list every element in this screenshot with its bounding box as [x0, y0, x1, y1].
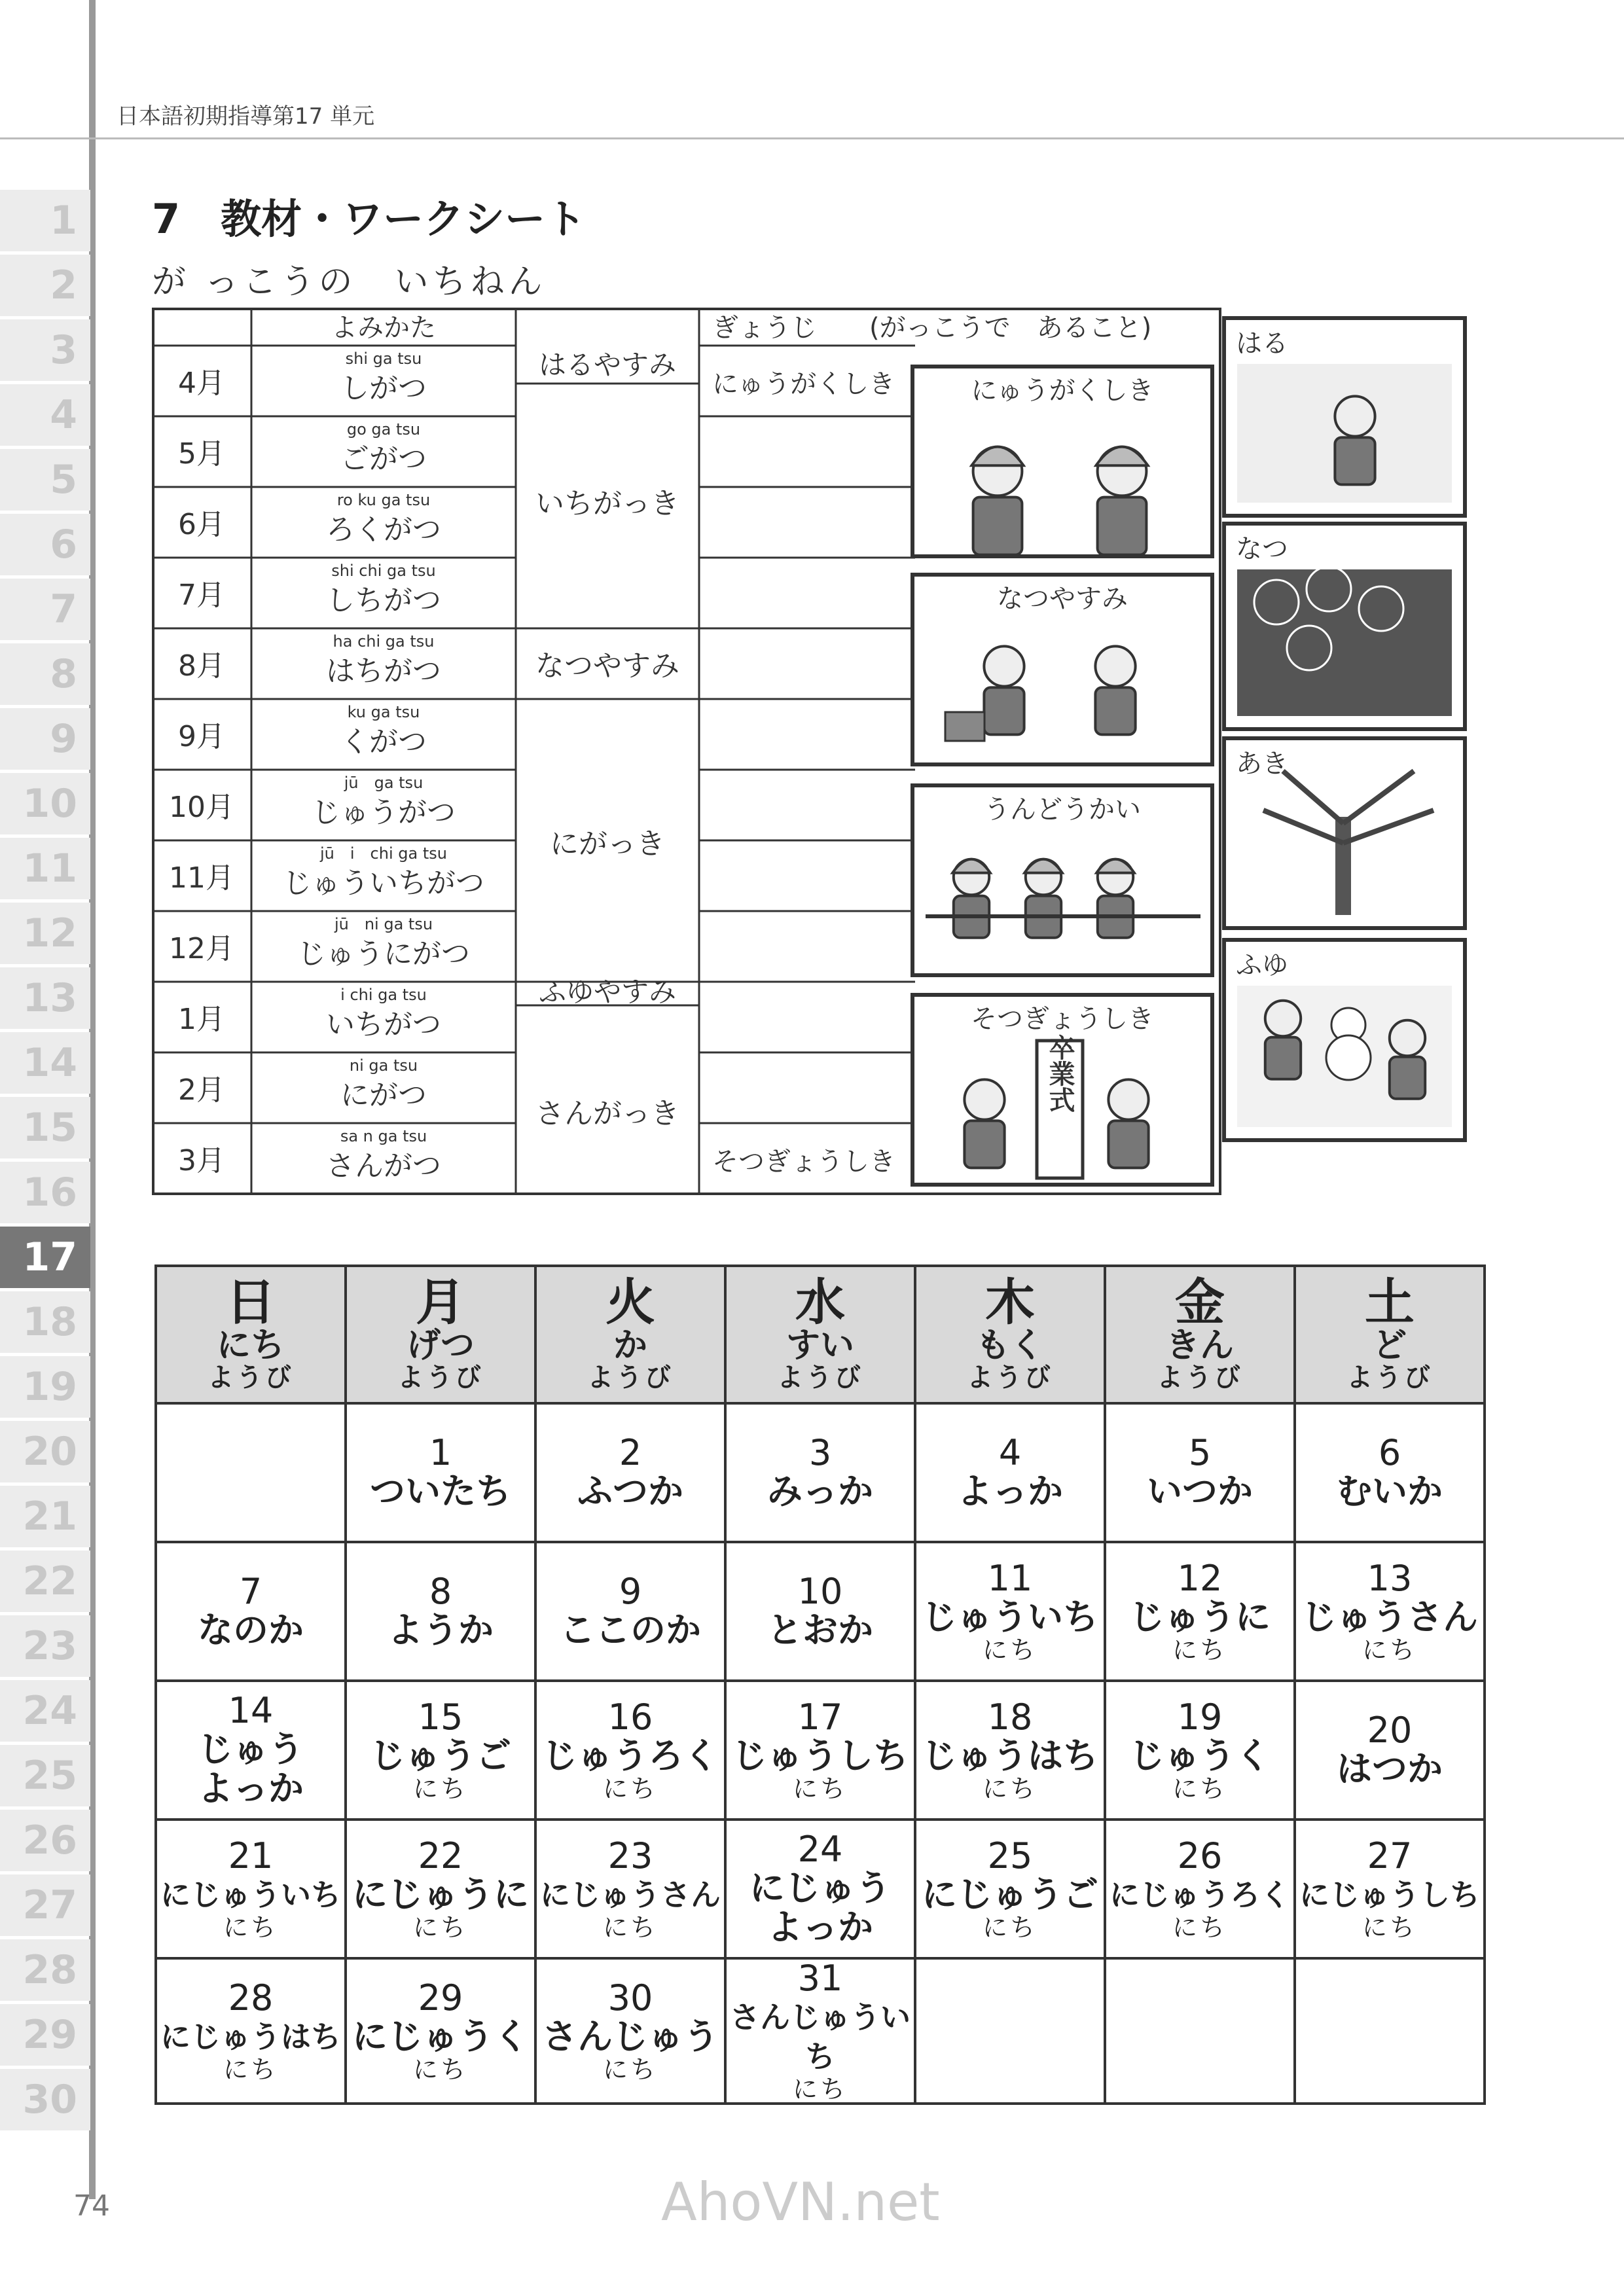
- day-reading: じゅうろく: [542, 1735, 719, 1776]
- month-reading: しちがつ: [326, 584, 441, 617]
- kid-w1-body: [1265, 1037, 1301, 1079]
- day-number: 4: [998, 1432, 1022, 1473]
- section-title: 7 教材・ワークシート: [152, 195, 586, 243]
- weekday-reading: もく: [975, 1326, 1044, 1365]
- day-reading: じゅういち: [922, 1596, 1098, 1638]
- day-number: 31: [797, 1958, 843, 1999]
- day-reading: じゅうく: [1129, 1735, 1271, 1776]
- calendar-day-25: [915, 1820, 1105, 1958]
- weekday-kanji: 水: [795, 1273, 845, 1331]
- month-romaji: sa n ga tsu: [340, 1127, 427, 1145]
- day-number: 29: [418, 1977, 463, 2018]
- kid-b-body: [1098, 497, 1147, 555]
- weekday-reading: げつ: [406, 1326, 475, 1365]
- picture-summer-caption: なつやすみ: [997, 584, 1128, 614]
- header-events: ぎょうじ (がっこうで あること): [712, 313, 1152, 343]
- day-suffix: にち: [412, 2055, 468, 2084]
- day-reading: ここのか: [560, 1609, 701, 1651]
- day-suffix: にち: [223, 2055, 278, 2084]
- month-reading: じゅういちがつ: [283, 867, 484, 900]
- day-suffix: にち: [792, 1774, 848, 1803]
- calendar-day-13: [1295, 1542, 1485, 1681]
- month-number: 3月: [178, 1144, 225, 1177]
- day-reading: ようか: [388, 1609, 494, 1651]
- calendar-week: [156, 1542, 1485, 1681]
- weekday-reading: すい: [785, 1326, 854, 1365]
- day-suffix: にち: [982, 1636, 1038, 1664]
- day-number: 22: [418, 1835, 463, 1876]
- month-reading: じゅうがつ: [312, 796, 456, 829]
- watermark: AhoVN.net: [661, 2172, 940, 2233]
- header-rule: [0, 137, 1624, 139]
- season-winter-label: ふゆ: [1236, 950, 1288, 980]
- school-year-table: [152, 308, 1468, 1211]
- day-number: 16: [607, 1696, 653, 1738]
- calendar-day-3: [725, 1403, 915, 1542]
- calendar-empty-cell: [156, 1403, 346, 1542]
- calendar-day-11: [915, 1542, 1105, 1681]
- month-reading: じゅうにがつ: [297, 937, 470, 971]
- day-number: 23: [607, 1835, 653, 1876]
- picture-entrance-caption: にゅうがくしき: [971, 376, 1154, 406]
- calendar-day-22: [346, 1820, 535, 1958]
- running-header: 日本語初期指導第17 単元: [117, 103, 375, 130]
- day-number: 24: [797, 1829, 843, 1870]
- unit-tab-11[interactable]: 11: [0, 838, 90, 899]
- season-summer-bg: [1237, 569, 1452, 716]
- month-romaji: shi chi ga tsu: [331, 562, 436, 580]
- unit-tab-6[interactable]: 6: [0, 514, 90, 575]
- day-reading: にじゅうさん: [540, 1877, 721, 1912]
- kid-h-head: [964, 1079, 1004, 1119]
- worksheet-subtitle: が っこうの いちねん: [152, 262, 547, 302]
- day-number: 5: [1188, 1432, 1212, 1473]
- calendar-day-24: [725, 1820, 915, 1958]
- calendar-week: [156, 1403, 1485, 1542]
- weekday-yobi: ようび: [208, 1363, 294, 1393]
- day-reading: にじゅうしち: [1299, 1877, 1480, 1912]
- calendar-table: [154, 1265, 1486, 2105]
- month-reading: しがつ: [340, 372, 427, 405]
- calendar-day-10: [725, 1542, 915, 1681]
- day-reading: じゅうご: [370, 1735, 511, 1776]
- unit-tab-16[interactable]: 16: [0, 1162, 90, 1223]
- day-number: 7: [239, 1571, 262, 1612]
- day-suffix: にち: [602, 2055, 658, 2084]
- day-reading: よっか: [957, 1471, 1063, 1512]
- calendar-day-26: [1105, 1820, 1295, 1958]
- day-reading: にじゅう: [749, 1867, 891, 1909]
- weekday-kanji: 金: [1175, 1273, 1225, 1331]
- month-romaji: i chi ga tsu: [340, 986, 427, 1004]
- header-reading: よみかた: [331, 313, 436, 343]
- day-number: 27: [1367, 1835, 1413, 1876]
- day-number: 21: [228, 1835, 274, 1876]
- day-suffix: にち: [1172, 1774, 1227, 1803]
- calendar-empty-cell: [1105, 1958, 1295, 2104]
- season-summer-label: なつ: [1236, 534, 1288, 564]
- day-number: 26: [1177, 1835, 1223, 1876]
- month-romaji: ku ga tsu: [347, 703, 420, 721]
- day-reading: むいか: [1337, 1471, 1443, 1512]
- term3-label: さんがっき: [535, 1097, 679, 1130]
- calendar-empty-cell: [915, 1958, 1105, 2104]
- calendar-day-5: [1105, 1403, 1295, 1542]
- month-number: 12月: [169, 932, 234, 965]
- unit-tab-2[interactable]: 2: [0, 255, 90, 316]
- calendar-day-28: [156, 1958, 346, 2104]
- day-number: 11: [987, 1558, 1033, 1599]
- day-reading: さんじゅう: [542, 2016, 719, 2057]
- term1-label: いちがっき: [535, 487, 679, 520]
- unit-tab-25[interactable]: 25: [0, 1745, 90, 1806]
- day-reading: にじゅうご: [922, 1874, 1098, 1915]
- calendar-day-15: [346, 1681, 535, 1820]
- unit-tab-5[interactable]: 5: [0, 449, 90, 511]
- calendar-day-14: [156, 1681, 346, 1820]
- day-reading: にじゅうに: [352, 1874, 529, 1915]
- kid-d-body: [1095, 687, 1135, 734]
- weekday-0: [156, 1266, 346, 1403]
- month-number: 10月: [169, 791, 234, 824]
- kid-spring-body: [1335, 437, 1375, 484]
- calendar-day-31: [725, 1958, 915, 2104]
- calendar-week: [156, 1681, 1485, 1820]
- calendar-day-2: [535, 1403, 725, 1542]
- day-reading: じゅうに: [1129, 1596, 1271, 1638]
- calendar-week: [156, 1958, 1485, 2104]
- day-reading: はつか: [1337, 1748, 1443, 1789]
- unit-tab-10[interactable]: 10: [0, 773, 90, 834]
- day-reading: にじゅうはち: [160, 2019, 341, 2054]
- weekday-yobi: ようび: [587, 1363, 674, 1393]
- kid-c-body: [984, 687, 1024, 734]
- day-reading: にじゅうく: [352, 2016, 529, 2057]
- day-number: 6: [1378, 1432, 1401, 1473]
- winter-break-label: ふゆやすみ: [538, 976, 677, 1008]
- summer-break-label: なつやすみ: [535, 649, 679, 683]
- day-suffix: にち: [412, 1774, 468, 1803]
- month-reading: にがつ: [340, 1079, 427, 1112]
- calendar-day-30: [535, 1958, 725, 2104]
- month-reading: ごがつ: [340, 442, 427, 476]
- day-reading: じゅうしち: [732, 1735, 909, 1776]
- weekday-6: [1295, 1266, 1485, 1403]
- month-number: 5月: [178, 437, 225, 471]
- day-number: 18: [987, 1696, 1033, 1738]
- page-number: 74: [73, 2189, 110, 2223]
- calendar-day-4: [915, 1403, 1105, 1542]
- day-number: 25: [987, 1835, 1033, 1876]
- month-number: 1月: [178, 1003, 225, 1036]
- month-number: 6月: [178, 508, 225, 541]
- month-reading: いちがつ: [326, 1008, 441, 1041]
- unit-tab-9[interactable]: 9: [0, 708, 90, 770]
- weekday-4: [915, 1266, 1105, 1403]
- day-suffix: にち: [223, 1913, 278, 1942]
- calendar-day-16: [535, 1681, 725, 1820]
- weekday-2: [535, 1266, 725, 1403]
- kid-h-body: [964, 1121, 1004, 1168]
- calendar-empty-cell: [1295, 1958, 1485, 2104]
- kid-w2-head: [1390, 1020, 1425, 1056]
- month-number: 2月: [178, 1073, 225, 1107]
- unit-tab-18[interactable]: 18: [0, 1291, 90, 1353]
- weekday-yobi: ようび: [777, 1363, 863, 1393]
- month-reading: さんがつ: [326, 1149, 441, 1183]
- kid-w1-head: [1265, 1001, 1301, 1036]
- calendar-day-12: [1105, 1542, 1295, 1681]
- calendar-day-6: [1295, 1403, 1485, 1542]
- weekday-yobi: ようび: [1157, 1363, 1243, 1393]
- day-suffix: にち: [1172, 1913, 1227, 1942]
- day-number: 13: [1367, 1558, 1413, 1599]
- day-suffix: にち: [1362, 1636, 1417, 1664]
- kid-d-head: [1095, 646, 1135, 686]
- event-entrance: にゅうがくしき: [712, 369, 895, 399]
- weekday-yobi: ようび: [967, 1363, 1053, 1393]
- kid-a-body: [973, 497, 1022, 555]
- picture-sports-caption: うんどうかい: [984, 795, 1141, 825]
- day-reading: なのか: [198, 1609, 304, 1651]
- day-number: 15: [418, 1696, 463, 1738]
- day-reading-2: よっか: [767, 1907, 873, 1948]
- unit-tab-7[interactable]: 7: [0, 579, 90, 640]
- unit-tab-28[interactable]: 28: [0, 1939, 90, 2001]
- weekday-kanji: 土: [1365, 1273, 1415, 1331]
- day-number: 10: [797, 1571, 843, 1612]
- day-reading: にじゅうろく: [1110, 1877, 1290, 1912]
- day-number: 9: [619, 1571, 642, 1612]
- month-romaji: jū i chi ga tsu: [320, 844, 447, 863]
- day-suffix: にち: [1172, 1636, 1227, 1664]
- unit-tab-19[interactable]: 19: [0, 1356, 90, 1418]
- radio-icon: [945, 712, 984, 741]
- weekday-yobi: ようび: [397, 1363, 484, 1393]
- graduation-sign-text: 卒業式: [1045, 1034, 1075, 1113]
- weekday-3: [725, 1266, 915, 1403]
- month-romaji: jū ga tsu: [344, 774, 424, 792]
- unit-tab-12[interactable]: 12: [0, 903, 90, 964]
- calendar-day-8: [346, 1542, 535, 1681]
- day-reading: にじゅういち: [160, 1877, 341, 1912]
- month-romaji: ro ku ga tsu: [336, 491, 431, 509]
- day-suffix: にち: [982, 1913, 1038, 1942]
- unit-tab-3[interactable]: 3: [0, 319, 90, 381]
- tree-trunk: [1335, 817, 1351, 915]
- term2-label: にがっき: [550, 827, 665, 861]
- calendar-day-17: [725, 1681, 915, 1820]
- unit-tab-21[interactable]: 21: [0, 1486, 90, 1547]
- unit-tab-14[interactable]: 14: [0, 1032, 90, 1094]
- calendar-day-9: [535, 1542, 725, 1681]
- unit-tabs: [0, 190, 90, 2134]
- day-suffix: にち: [1362, 1913, 1417, 1942]
- month-reading: はちがつ: [326, 655, 441, 688]
- day-reading-2: よっか: [198, 1768, 304, 1809]
- day-number: 30: [607, 1977, 653, 2018]
- day-reading: じゅうさん: [1301, 1596, 1478, 1638]
- weekday-kanji: 月: [416, 1273, 465, 1331]
- unit-tab-17[interactable]: 17: [0, 1227, 90, 1288]
- picture-graduation-caption: そつぎょうしき: [971, 1004, 1154, 1034]
- kid-c-head: [984, 646, 1024, 686]
- unit-tab-15[interactable]: 15: [0, 1097, 90, 1158]
- month-romaji: ni ga tsu: [349, 1056, 418, 1075]
- month-romaji: jū ni ga tsu: [334, 915, 433, 933]
- unit-tab-13[interactable]: 13: [0, 967, 90, 1029]
- month-number: 7月: [178, 579, 225, 612]
- day-reading: ついたち: [370, 1471, 511, 1512]
- calendar-day-29: [346, 1958, 535, 2104]
- day-suffix: にち: [792, 2075, 848, 2104]
- month-number: 11月: [169, 861, 234, 895]
- weekday-reading: きん: [1165, 1326, 1234, 1365]
- month-number: 8月: [178, 649, 225, 683]
- weekday-kanji: 日: [226, 1273, 276, 1331]
- season-spring-label: はる: [1236, 329, 1288, 359]
- day-number: 17: [797, 1696, 843, 1738]
- day-number: 2: [619, 1432, 642, 1473]
- calendar-day-20: [1295, 1681, 1485, 1820]
- calendar-day-18: [915, 1681, 1105, 1820]
- calendar-day-23: [535, 1820, 725, 1958]
- kid-i-head: [1108, 1079, 1148, 1119]
- month-romaji: go ga tsu: [346, 420, 421, 439]
- day-reading: みっか: [767, 1471, 873, 1512]
- month-number: 9月: [178, 720, 225, 753]
- unit-tab-26[interactable]: 26: [0, 1810, 90, 1871]
- day-number: 3: [808, 1432, 832, 1473]
- snowman-body: [1326, 1035, 1371, 1080]
- day-number: 19: [1177, 1696, 1223, 1738]
- unit-tab-23[interactable]: 23: [0, 1615, 90, 1677]
- day-number: 20: [1367, 1710, 1413, 1751]
- calendar-week: [156, 1820, 1485, 1958]
- month-romaji: ha chi ga tsu: [333, 632, 435, 651]
- day-suffix: にち: [412, 1913, 468, 1942]
- month-reading: ろくがつ: [326, 513, 441, 547]
- day-number: 8: [429, 1571, 452, 1612]
- unit-tab-8[interactable]: 8: [0, 643, 90, 705]
- kid-spring-head: [1335, 396, 1375, 436]
- weekday-reading: ど: [1372, 1326, 1407, 1365]
- weekday-kanji: 火: [605, 1273, 655, 1331]
- calendar-day-27: [1295, 1820, 1485, 1958]
- weekday-1: [346, 1266, 535, 1403]
- day-number: 28: [228, 1977, 274, 2018]
- spring-break-label: はるやすみ: [538, 349, 677, 381]
- day-reading: いつか: [1147, 1471, 1253, 1512]
- month-romaji: shi ga tsu: [345, 350, 422, 368]
- unit-tab-1[interactable]: 1: [0, 190, 90, 251]
- unit-tab-20[interactable]: 20: [0, 1421, 90, 1482]
- unit-tab-30[interactable]: 30: [0, 2069, 90, 2130]
- month-number: 4月: [178, 367, 225, 400]
- calendar-day-21: [156, 1820, 346, 1958]
- day-suffix: にち: [602, 1913, 658, 1942]
- calendar-day-7: [156, 1542, 346, 1681]
- unit-tab-27[interactable]: 27: [0, 1874, 90, 1936]
- kid-i-body: [1108, 1121, 1148, 1168]
- day-suffix: にち: [602, 1774, 658, 1803]
- day-suffix: にち: [982, 1774, 1038, 1803]
- day-number: 1: [429, 1432, 452, 1473]
- day-reading: じゅうはち: [922, 1735, 1098, 1776]
- day-reading: さんじゅういち: [730, 2000, 911, 2074]
- day-number: 14: [228, 1690, 274, 1731]
- unit-tab-24[interactable]: 24: [0, 1680, 90, 1742]
- season-autumn-label: あき: [1236, 749, 1288, 779]
- day-reading: じゅう: [198, 1729, 304, 1770]
- weekday-kanji: 木: [985, 1273, 1035, 1331]
- calendar-day-1: [346, 1403, 535, 1542]
- month-reading: くがつ: [340, 725, 427, 759]
- day-number: 12: [1177, 1558, 1223, 1599]
- weekday-5: [1105, 1266, 1295, 1403]
- calendar-day-19: [1105, 1681, 1295, 1820]
- day-reading: ふつか: [577, 1471, 683, 1512]
- day-reading: とおか: [767, 1609, 873, 1651]
- kid-w2-body: [1390, 1057, 1425, 1099]
- weekday-yobi: ようび: [1346, 1363, 1433, 1393]
- unit-tab-22[interactable]: 22: [0, 1551, 90, 1612]
- unit-tab-29[interactable]: 29: [0, 2004, 90, 2066]
- event-graduation: そつぎょうしき: [712, 1147, 895, 1177]
- unit-tab-4[interactable]: 4: [0, 384, 90, 446]
- weekday-reading: にち: [216, 1326, 285, 1365]
- weekday-reading: か: [613, 1326, 647, 1365]
